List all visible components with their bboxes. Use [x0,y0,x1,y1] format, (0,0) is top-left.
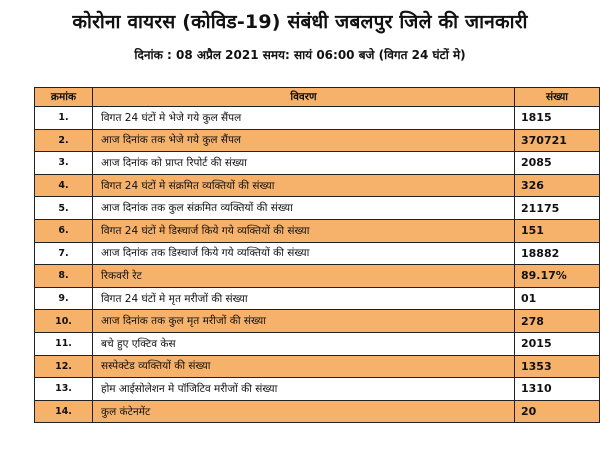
row-count-value: 2085 [515,152,600,175]
row-serial-number: 14. [35,400,93,423]
row-serial-number: 2. [35,129,93,152]
date-time-subtitle: दिनांक : 08 अप्रैल 2021 समय: सायं 06:00 बजे (विगत 24 घंटों मे) [134,48,466,62]
table-row [35,287,600,310]
table-row [35,265,600,288]
row-count-value: 20 [515,400,600,423]
row-description: आज दिनांक को प्राप्त रिपोर्ट की संख्या [93,152,515,175]
row-count-value: 01 [515,287,600,310]
table-row [35,332,600,355]
column-header-count: संख्या [515,88,600,107]
row-serial-number: 3. [35,152,93,175]
table-row [35,107,600,130]
row-description: बचे हुए एक्टिव केस [93,332,515,355]
covid-info-table [34,87,600,423]
row-serial-number: 1. [35,107,93,130]
table-row [35,378,600,401]
row-description: विगत 24 घंटों मे मृत मरीजों की संख्या [93,287,515,310]
row-count-value: 1310 [515,378,600,401]
row-serial-number: 12. [35,355,93,378]
table-row [35,310,600,333]
table-row [35,197,600,220]
row-serial-number: 13. [35,378,93,401]
row-serial-number: 5. [35,197,93,220]
row-serial-number: 8. [35,265,93,288]
row-description: आज दिनांक तक कुल संक्रमित व्यक्तियों की संख्या [93,197,515,220]
row-count-value: 89.17% [515,265,600,288]
row-count-value: 2015 [515,332,600,355]
row-description: रिकवरी रेट [93,265,515,288]
row-serial-number: 9. [35,287,93,310]
row-count-value: 1815 [515,107,600,130]
column-header-serial: क्रमांक [35,88,93,107]
row-count-value: 1353 [515,355,600,378]
row-count-value: 151 [515,219,600,242]
row-description: विगत 24 घंटों मे संक्रमित व्यक्तियों की संख्या [93,174,515,197]
row-description: आज दिनांक तक भेजे गये कुल सैंपल [93,129,515,152]
table-row [35,152,600,175]
table-body [35,107,600,423]
row-description: आज दिनांक तक डिस्चार्ज किये गये व्यक्तियों की संख्या [93,242,515,265]
row-count-value: 326 [515,174,600,197]
table-row [35,129,600,152]
row-description: होम आईसोलेशन मे पॉजिटिव मरीजों की संख्या [93,378,515,401]
table-row [35,219,600,242]
row-description: आज दिनांक तक कुल मृत मरीजों की संख्या [93,310,515,333]
row-count-value: 21175 [515,197,600,220]
row-serial-number: 6. [35,219,93,242]
page-title: कोरोना वायरस (कोविड-19) संबंधी जबलपुर जिले की जानकारी [72,11,528,33]
row-serial-number: 11. [35,332,93,355]
column-header-description: विवरण [93,88,515,107]
row-description: सस्पेक्टेड व्यक्तियों की संख्या [93,355,515,378]
row-count-value: 278 [515,310,600,333]
row-description: कुल कंटेनमेंट [93,400,515,423]
table-row [35,242,600,265]
row-count-value: 18882 [515,242,600,265]
table-header-row [35,88,600,107]
table-row [35,355,600,378]
row-description: विगत 24 घंटों मे भेजे गये कुल सैंपल [93,107,515,130]
table-row [35,174,600,197]
row-serial-number: 10. [35,310,93,333]
row-serial-number: 4. [35,174,93,197]
row-count-value: 370721 [515,129,600,152]
table-row [35,400,600,423]
row-description: विगत 24 घंटों मे डिस्चार्ज किये गये व्यक्तियों की संख्या [93,219,515,242]
row-serial-number: 7. [35,242,93,265]
